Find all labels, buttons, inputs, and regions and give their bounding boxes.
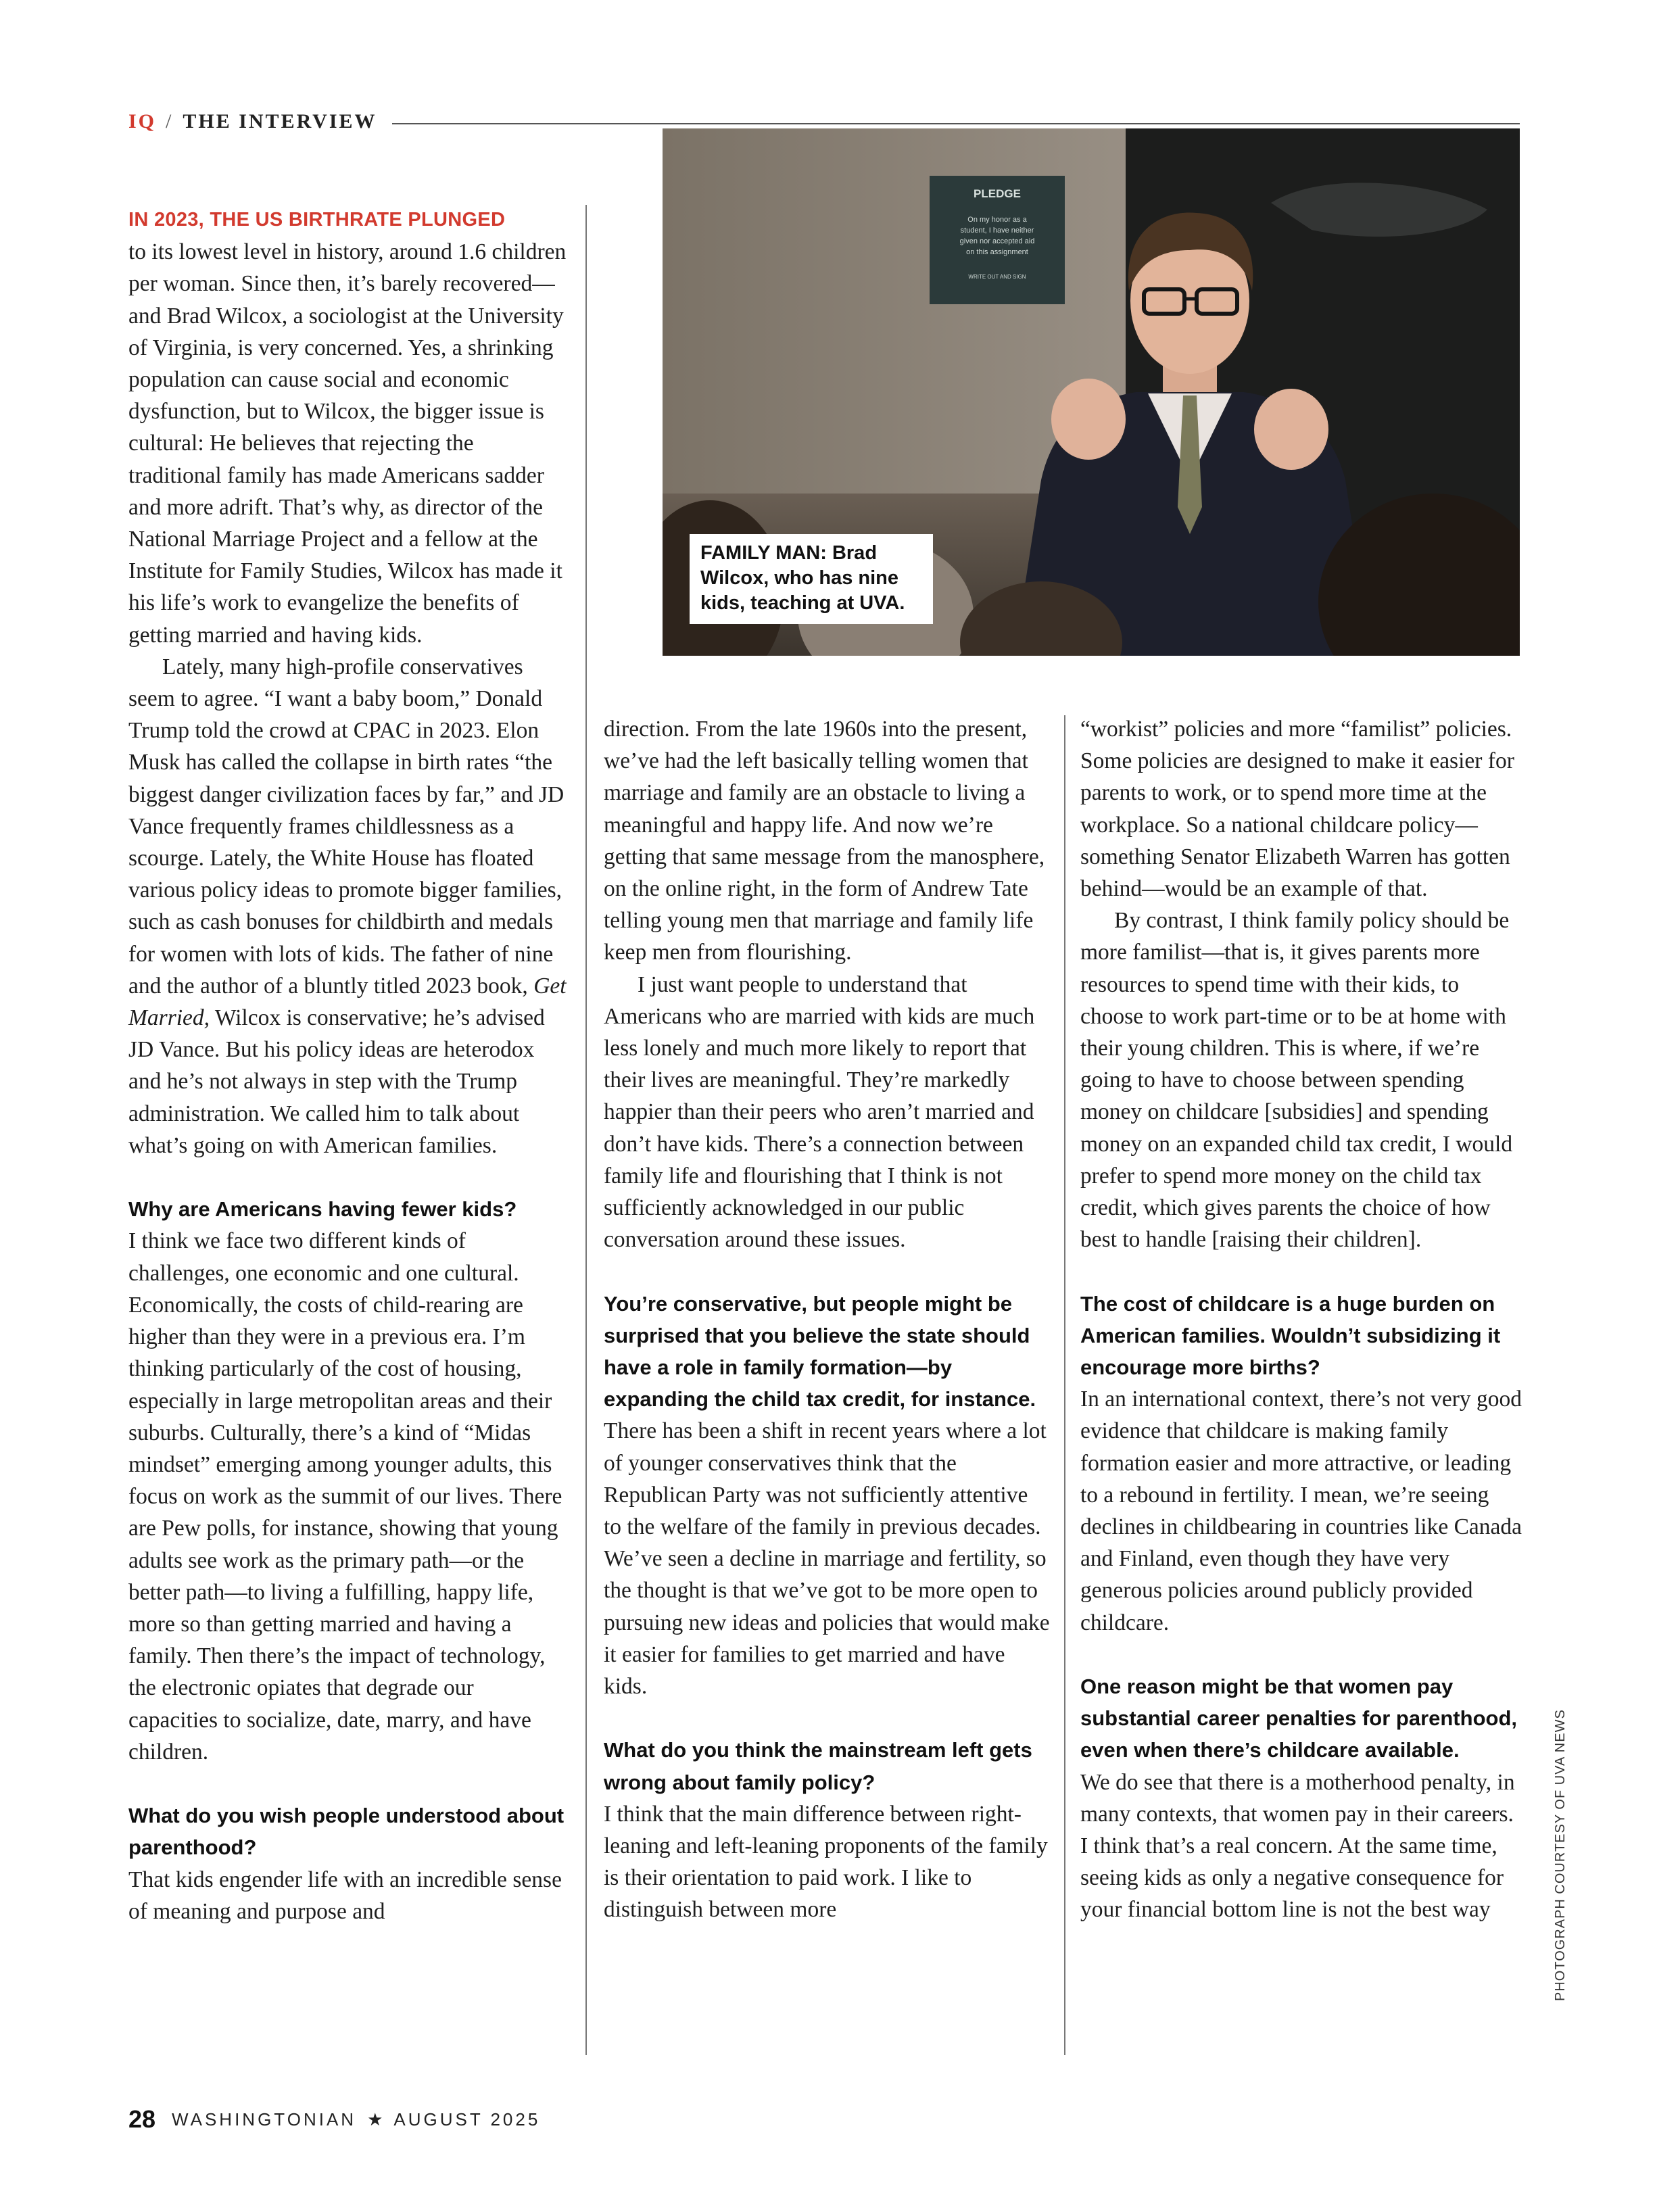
intro-paragraph (128, 203, 568, 651)
sign-line: given nor accepted aid (959, 237, 1035, 245)
answer-paragraph: There has been a shift in recent years where a lot of younger conservatives think that the Republican Party was not sufficiently attentive to the welfare of the family in previous decades. We’ve seen a decline in marriage and fertility, so the thought is that we’ve got to be more open to pursuing new ideas and policies that would make it easier for families to get married and have kids. (604, 1418, 1050, 1700)
article-column-3 (1080, 713, 1527, 1926)
answer-paragraph: That kids engender life with an incredible sense of meaning and purpose and (128, 1867, 562, 1924)
article-column-1 (128, 203, 568, 1927)
photo-caption (690, 534, 933, 624)
publication-name: WASHINGTONIAN (172, 2109, 357, 2130)
section-label: IQ (128, 110, 157, 133)
intro-paragraph-2 (128, 651, 568, 1161)
issue-date: AUGUST 2025 (393, 2109, 541, 2130)
spacer (128, 1768, 568, 1800)
answer-paragraph: By contrast, I think family policy should be more familist—that is, it gives parents more resources to spend time with their kids, to choose to work part-time or to be at home with their young children. This is where, if we’re going to have to choose between spending money on childcare [subsidies] and spending money on an expanded child tax credit, I would prefer to spend more money on the child tax credit, which gives parents the choice of how best to handle [raising their children]. (1080, 908, 1513, 1253)
question-heading: What do you think the mainstream left gets wrong about family policy? (604, 1738, 1032, 1794)
caption-line: FAMILY MAN: Brad (700, 542, 878, 564)
answer-paragraph: “workist” policies and more “familist” policies. Some policies are designed to make it easier for parents to work, or to spend more time at the workplace. So a national childcare policy—something Senator Elizabeth Warren has gotten behind—would be an example of that. (1080, 717, 1514, 902)
photo-credit: PHOTOGRAPH COURTESY OF UVA NEWS (1553, 1709, 1568, 2001)
book-title: Get Married, (128, 973, 567, 1031)
column-divider (585, 205, 587, 2055)
sign-line: on this assignment (966, 248, 1028, 256)
intro-text: to its lowest level in history, around 1.6 children per woman. Since then, it’s barely recovered—and Brad Wilcox, a sociologist at the University of Virginia, is very concerned. Yes, a shrinking population can cause social and economic dysfunction, but to Wilcox, the bigger issue is cultural: He believes that rejecting the traditional family has made Americans sadder and more adrift. That’s why, as director of the National Marriage Project and a fellow at the Institute for Family Studies, Wilcox has made it his life’s work to evangelize the benefits of getting married and having kids. (128, 239, 567, 648)
question-heading: What do you wish people understood about parenthood? (128, 1804, 565, 1860)
question-heading: The cost of childcare is a huge burden on American families. Wouldn’t subsidizing it encourage more births? (1080, 1291, 1501, 1380)
article-column-2 (604, 713, 1050, 1926)
caption-line: Wilcox, who has nine (700, 567, 899, 589)
intro-text: Lately, many high-profile conservatives seem to agree. “I want a baby boom,” Donald Trump told the crowd at CPAC in 2023. Elon Musk has called the collapse in birth rates “the biggest danger civilization faces by far,” and JD Vance frequently frames childlessness as a scourge. Lately, the White House has floated various policy ideas to promote bigger families, such as cash bonuses for childbirth and medals for women with lots of kids. The father of nine and the author of a bluntly titled 2023 book, (128, 654, 565, 999)
column-divider (1064, 715, 1065, 2055)
caption-line: kids, teaching at UVA. (700, 592, 905, 614)
spacer (1080, 1255, 1527, 1287)
spacer (604, 1255, 1050, 1287)
spacer (128, 1161, 568, 1193)
section-title: THE INTERVIEW (183, 110, 377, 133)
sign-line: On my honor as a (967, 216, 1027, 224)
answer-paragraph: direction. From the late 1960s into the present, we’ve had the left basically telling women that marriage and family are an obstacle to living a meaningful and happy life. And now we’re getting that same message from the manosphere, on the online right, in the form of Andrew Tate telling young men that marriage and family life keep men from flourishing. (604, 717, 1045, 965)
question-heading: You’re conservative, but people might be surprised that you believe the state should have a role in family formation—by expanding the child tax credit, for instance. (604, 1291, 1036, 1412)
intro-text: Wilcox is conservative; he’s advised JD Vance. But his policy ideas are heterodox and he’s not always in step with the Trump administration. We called him to talk about what’s going on with American families. (128, 1005, 545, 1158)
article-photo (663, 128, 1520, 656)
sign-line: student, I have neither (960, 226, 1034, 235)
question-heading: One reason might be that women pay substantial career penalties for parenthood, even when there’s childcare available. (1080, 1675, 1517, 1762)
sign-title: PLEDGE (974, 187, 1021, 200)
lede: IN 2023, THE US BIRTHRATE PLUNGED (128, 209, 506, 231)
answer-paragraph: In an international context, there’s not very good evidence that childcare is making family formation easier and more attractive, or leading to a rebound in fertility. I mean, we’re seeing declines in childbearing in countries like Canada and Finland, even though they have very generous policies around publicly provided childcare. (1080, 1387, 1522, 1635)
sign-line: WRITE OUT AND SIGN (968, 274, 1026, 280)
page-number: 28 (128, 2105, 156, 2133)
header-rule (392, 123, 1520, 124)
answer-paragraph: I think we face two different kinds of challenges, one economic and one cultural. Economically, the costs of child-rearing are higher than they were in a previous era. I’m thinking particularly of the cost of housing, especially in large metropolitan areas and their suburbs. Culturally, there’s a kind of “Midas mindset” emerging among younger adults, this focus on work as the summit of our lives. There are Pew polls, for instance, showing that young adults see work as the primary path—or the better path—to living a fulfilling, happy life, more so than getting married and having a family. Then there’s the impact of technology, the electronic opiates that degrade our capacities to socialize, date, marry, and have children. (128, 1228, 562, 1764)
section-separator: / (166, 110, 174, 133)
answer-paragraph: We do see that there is a motherhood penalty, in many contexts, that women pay in their careers. I think that’s a real concern. At the same time, seeing kids as only a negative consequence for your financial bottom line is not the best way (1080, 1769, 1515, 1923)
page-footer (128, 2102, 540, 2136)
spacer (1080, 1639, 1527, 1670)
pledge-sign (930, 176, 1065, 304)
spacer (604, 1702, 1050, 1734)
star-icon: ★ (367, 2109, 383, 2130)
answer-paragraph: I just want people to understand that Americans who are married with kids are much less lonely and much more likely to report that their lives are meaningful. They’re markedly happier than their peers who aren’t married and don’t have kids. There’s a connection between family life and flourishing that I think is not sufficiently acknowledged in our public conversation around these issues. (604, 971, 1035, 1253)
answer-paragraph: I think that the main difference between right-leaning and left-leaning proponents of the family is their orientation to paid work. I like to distinguish between more (604, 1801, 1048, 1923)
question-heading: Why are Americans having fewer kids? (128, 1197, 517, 1222)
